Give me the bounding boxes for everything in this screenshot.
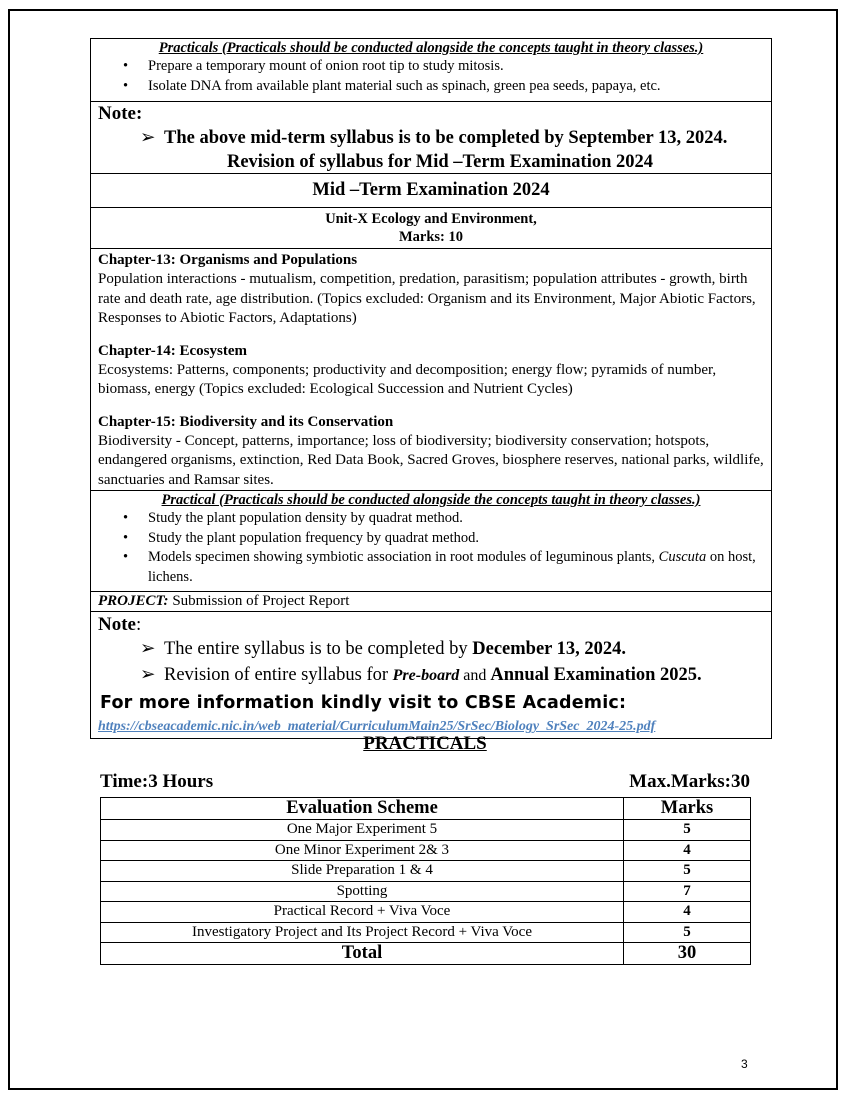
table-row: One Minor Experiment 2& 3 4 [101,840,751,861]
table-row: Investigatory Project and Its Project Record + Viva Voce 5 [101,922,751,943]
chapter-14 [98,342,764,400]
time-label: Time:3 Hours [100,771,214,792]
evaluation-table [100,797,751,965]
note2-row [91,612,772,739]
arrow-bullet-icon: ➢ [140,639,156,659]
syllabus-table [90,38,772,739]
unit-title: Unit-X Ecology and Environment, [325,211,537,227]
unit7-practicals-row [91,39,772,102]
list-item: • Study the plant population density by quadrat method. [148,509,764,529]
list-item: • Study the plant population frequency by quadrat method. [148,529,764,549]
chapter-body: Population interactions - mutualism, competition, predation, parasitism; population attributes - growth, birth rate and death rate, age distribution. (Topics excluded: Organism and its Environment, Major Abiotic Factors, Responses to Abiotic Factors, Adaptations) [98,271,756,326]
chapter-body: Ecosystems: Patterns, components; productivity and decomposition; energy flow; pyramids of number, biomass, energy (Topics excluded: Ecological Succession and Nutrient Cycles) [98,361,717,397]
practicals-title: PRACTICALS [363,733,487,754]
practicals-list [98,57,764,96]
unit10-practical-row [91,491,772,592]
total-row: Total 30 [101,943,751,965]
column-header: Evaluation Scheme [101,798,624,820]
note1-line2: Revision of syllabus for Mid –Term Examination 2024 [226,152,654,172]
practical-heading: Practical (Practicals should be conducted alongside the concepts taught in theory classes.) [161,492,701,508]
chapter-body: Biodiversity - Concept, patterns, importance; loss of biodiversity; biodiversity conservation; hotspots, endangered organisms, extinction, Red Data Book, Sacred Groves, biosphere reserves, national parks, wildlife, sanctuaries and Ramsar sites. [98,432,764,488]
note2-line1: ➢ The entire syllabus is to be completed by December 13, 2024. [140,636,764,662]
mid-term-row [91,174,772,208]
page-number: 3 [741,1057,748,1071]
chapter-title: Chapter-15: Biodiversity and its Conservation [98,413,394,430]
mid-term-title: Mid –Term Examination 2024 [312,180,550,200]
project-label: PROJECT: [98,593,169,609]
list-item: • Isolate DNA from available plant material such as spinach, green pea seeds, papaya, etc. [148,77,764,97]
unit10-row [91,208,772,249]
note2-label: Note: [98,614,142,635]
note-label: Note: [98,103,143,124]
table-row: One Major Experiment 5 5 [101,820,751,841]
visit-text: For more information kindly visit to CBSE Academic: [100,693,627,713]
note1-row [91,102,772,174]
chapters-row [91,249,772,491]
list-item: • Prepare a temporary mount of onion root tip to study mitosis. [148,57,764,77]
note2-line2: ➢ Revision of entire syllabus for Pre-board and Annual Examination 2025. [140,662,764,689]
practical-list [98,509,764,587]
column-header: Marks [624,798,751,820]
list-item: • Models specimen showing symbiotic association in root modules of leguminous plants, Cuscuta on host, lichens. [148,548,764,587]
chapter-title: Chapter-14: Ecosystem [98,342,247,359]
project-row [91,592,772,612]
max-marks-label: Max.Marks:30 [629,771,750,792]
note1-line1: ➢ The above mid-term syllabus is to be completed by September 13, 2024. [140,125,764,151]
table-header-row [101,798,751,820]
arrow-bullet-icon: ➢ [140,128,156,148]
project-text: Submission of Project Report [168,593,350,609]
chapter-title: Chapter-13: Organisms and Populations [98,252,358,268]
table-row: Practical Record + Viva Voce 4 [101,902,751,923]
practicals-heading: Practicals (Practicals should be conducted alongside the concepts taught in theory classes.) [158,40,704,56]
unit-marks: Marks: 10 [398,229,464,245]
table-row: Spotting 7 [101,881,751,902]
cbse-academic-link[interactable]: https://cbseacademic.nic.in/web_material/CurriculumMain25/SrSec/Biology_SrSec_2024-25.pdf [98,719,656,734]
table-row: Slide Preparation 1 & 4 5 [101,861,751,882]
chapter-15 [98,413,764,491]
arrow-bullet-icon: ➢ [140,665,156,685]
chapter-13 [98,251,764,329]
